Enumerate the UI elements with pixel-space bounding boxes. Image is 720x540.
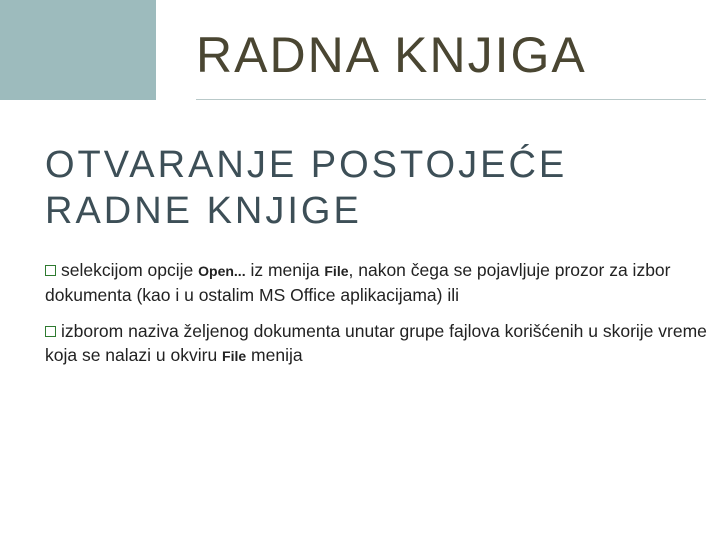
accent-block <box>0 0 156 100</box>
bullet-2-keyword-file: File <box>222 348 247 364</box>
subtitle-line-2: RADNE KNJIGE <box>45 190 362 232</box>
title-divider <box>196 99 706 100</box>
bullet-item-1 <box>45 258 710 307</box>
bullet-1-text-part3: , nakon čega se pojavljuje prozor za izbor dokumenta (kao i u ostalim MS Office aplikacijama) ili <box>45 260 671 305</box>
bullet-1-keyword-file: File <box>324 263 349 279</box>
bullet-1-keyword-open: Open... <box>198 263 246 279</box>
bullet-list <box>45 258 710 380</box>
subtitle-line-1: OTVARANJE POSTOJEĆE <box>45 144 568 186</box>
square-bullet-icon <box>45 326 56 337</box>
bullet-1-text-part2: iz menija <box>245 260 325 280</box>
bullet-2-text-part2: menija <box>246 345 303 365</box>
bullet-item-2 <box>45 319 710 368</box>
square-bullet-icon <box>45 265 56 276</box>
slide-subtitle <box>45 142 685 234</box>
bullet-2-text-part1: izborom naziva željenog dokumenta unutar grupe fajlova korišćenih u skorije vreme koja se nalazi u okviru <box>45 321 707 365</box>
bullet-1-text-part1: selekcijom opcije <box>61 260 199 280</box>
slide-title: RADNA KNJIGA <box>196 27 587 83</box>
